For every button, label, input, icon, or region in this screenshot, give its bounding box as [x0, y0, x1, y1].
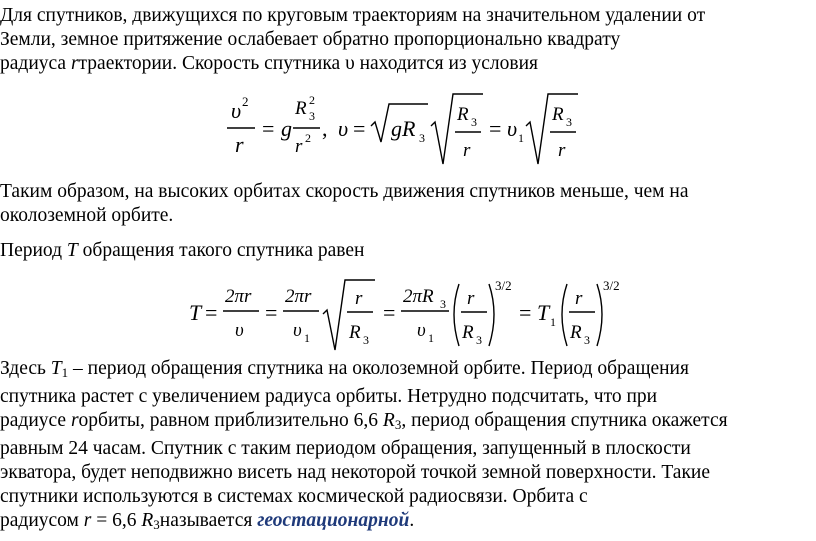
right-paren	[597, 284, 602, 346]
paragraph-conclusion	[0, 180, 812, 228]
formula-symbol: 2πr	[225, 286, 252, 307]
formula-exponent: 3/2	[603, 278, 620, 293]
formula-exponent: 2	[309, 93, 315, 107]
formula-symbol: 2πr	[285, 286, 312, 307]
formula-symbol: R	[457, 104, 469, 125]
text-line: Земли, земное притяжение ослабевает обратно пропорционально квадрату	[0, 29, 621, 50]
formula-symbol: R	[570, 322, 582, 343]
formula-symbol: R	[295, 98, 307, 119]
term-geostationary: геостационарной	[257, 510, 410, 531]
formula-symbol: R	[462, 322, 474, 343]
text-line: Для спутников, движущихся по круговым траекториям на значительном удалении от	[0, 5, 706, 26]
formula-subscript: 1	[304, 331, 310, 345]
formula-symbol: r	[295, 136, 303, 157]
text-line: радиусе rорбиты, равном приблизительно 6,6 $R_3$, период обращения спутника окажется	[0, 410, 728, 432]
formula-symbol: g	[281, 116, 292, 141]
formula-symbol: υ	[293, 320, 302, 341]
paragraph-intro	[0, 4, 812, 76]
formula-symbol: r	[463, 140, 471, 161]
formula-equals: =	[353, 116, 366, 141]
formula-comma: ,	[322, 116, 328, 141]
right-paren	[489, 284, 494, 346]
formula-symbol: R	[552, 104, 564, 125]
formula-subscript: 1	[550, 315, 556, 329]
text-line: радиусом r = 6,6 $R_3называется$ геостационарной.	[0, 510, 415, 532]
text-line: Таким образом, на высоких орбитах скорость движения спутников меньше, чем на	[0, 181, 689, 202]
formula-exponent: 2	[242, 94, 249, 109]
formula-subscript: 3	[309, 109, 315, 123]
formula-subscript: 3	[566, 115, 572, 129]
formula-symbol: r	[575, 288, 583, 309]
text-line: равным 24 часам. Спутник с таким периодом обращения, запущенный в плоскости	[0, 438, 691, 459]
formula-equals: =	[383, 300, 396, 325]
formula-symbol: υ	[235, 320, 244, 341]
formula-symbol: r	[355, 288, 363, 309]
formula-symbol: υ	[417, 320, 426, 341]
formula-symbol: r	[467, 288, 475, 309]
formula-equals: =	[519, 300, 532, 325]
text-line: Здесь $T_1$ – период обращения спутника на околоземной орбите. Период обращения	[0, 358, 689, 380]
formula-subscript: 3	[419, 131, 425, 145]
text-line: спутники используются в системах космической радиосвязи. Орбита с	[0, 486, 588, 507]
formula-equals: =	[262, 116, 275, 141]
text-line: спутника растет с увеличением радиуса орбиты. Нетрудно подсчитать, что при	[0, 386, 658, 407]
formula-symbol: υ	[231, 98, 242, 123]
formula-symbol: gR	[391, 116, 416, 141]
formula-symbol: υ	[507, 116, 518, 141]
formula-subscript: 1	[518, 131, 524, 145]
paragraph-period-intro: Период T обращения такого спутника равен	[0, 240, 365, 261]
formula-velocity	[225, 90, 595, 170]
formula-symbol: T	[189, 300, 202, 325]
formula-symbol: r	[235, 132, 244, 157]
formula-subscript: 3	[363, 333, 369, 347]
text-line: радиуса rтраектории. Скорость спутника υ находится из условия	[0, 53, 539, 74]
formula-subscript: 3	[476, 333, 482, 347]
formula-equals: =	[489, 116, 502, 141]
text-line: околоземной орбите.	[0, 205, 174, 226]
left-paren	[562, 284, 567, 346]
formula-symbol: R	[349, 322, 361, 343]
formula-period	[185, 276, 635, 354]
formula-equals: =	[265, 300, 278, 325]
formula-subscript: 1	[428, 331, 434, 345]
formula-subscript: 3	[584, 333, 590, 347]
formula-symbol: T	[537, 300, 550, 325]
left-paren	[454, 284, 459, 346]
formula-symbol: 2πR	[403, 286, 434, 307]
formula-subscript: 3	[471, 115, 477, 129]
formula-exponent: 3/2	[495, 278, 512, 293]
formula-exponent: 2	[305, 131, 311, 145]
formula-symbol: r	[558, 140, 566, 161]
formula-equals: =	[205, 300, 218, 325]
paragraph-geostationary	[0, 357, 812, 537]
formula-symbol: υ	[338, 116, 349, 141]
text-line: экватора, будет неподвижно висеть над некоторой точкой земной поверхности. Такие	[0, 462, 711, 483]
formula-subscript: 3	[440, 297, 446, 311]
